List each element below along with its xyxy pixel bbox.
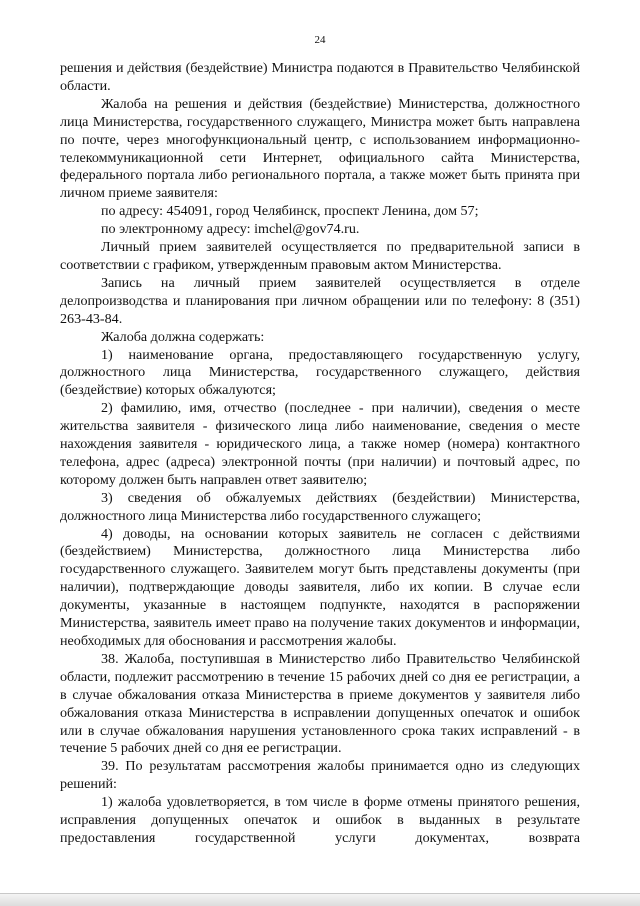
- paragraph-complaint-channels: Жалоба на решения и действия (бездействие) Министерства, должностного лица Министерства, государственного служащего, Министра может быть направлена по почте, через многофункциональный центр, с использованием информационно-телекоммуникационной сети Интернет, официального сайта Министерства, федерального портала либо регионального портала, а также может быть принята при личном приеме заявителя:: [60, 95, 580, 202]
- paragraph-section-39: 39. По результатам рассмотрения жалобы принимается одно из следующих решений:: [60, 758, 580, 793]
- paragraph-personal-reception: Личный прием заявителей осуществляется по предварительной записи в соответствии с графиком, утвержденным правовым актом Министерства.: [60, 239, 580, 273]
- page-number: 24: [314, 34, 326, 46]
- list-item-decision-1: 1) жалоба удовлетворяется, в том числе в форме отмены принятого решения, исправления допущенных опечаток и ошибок в выданных в результате предоставления государственной услуги документах, возврата: [60, 794, 580, 846]
- list-item-4: 4) доводы, на основании которых заявитель не согласен с действиями (бездействием) Министерства, должностного лица Министерства либо государственного служащего. Заявителем могут быть представлены документы (при наличии), подтверждающие доводы заявителя, либо их копии. В случае если документы, указанные в настоящем подпункте, находятся в распоряжении Министерства, заявитель имеет право на получение таких документов и информации, необходимых для обоснования и рассмотрения жалобы.: [60, 525, 580, 649]
- paragraph-email-address: по электронному адресу: imchel@gov74.ru.: [101, 221, 360, 238]
- list-item-1: 1) наименование органа, предоставляющего государственную услугу, должностного лица Министерства, государственного служащего, действия (бездействие) которых обжалуются;: [60, 346, 580, 399]
- list-item-3: 3) сведения об обжалуемых действиях (бездействии) Министерства, должностного лица Министерства либо государственного служащего;: [60, 489, 580, 524]
- list-item-2: 2) фамилию, имя, отчество (последнее - при наличии), сведения о месте жительства заявителя - физического лица либо наименование, сведения о месте нахождения заявителя - юридического лица, а также номер (номера) контактного телефона, адрес (адреса) электронной почты (при наличии) и почтовый адрес, по которому должен быть направлен ответ заявителю;: [60, 400, 580, 488]
- paragraph-postal-address: по адресу: 454091, город Челябинск, проспект Ленина, дом 57;: [101, 203, 479, 220]
- paragraph-appointment: Запись на личный прием заявителей осуществляется в отделе делопроизводства и планирования при личном обращении или по телефону: 8 (351) 263-43-84.: [60, 274, 580, 327]
- scan-bottom-edge: [0, 893, 640, 906]
- document-body: [60, 60, 580, 848]
- paragraph-complaint-contents: Жалоба должна содержать:: [101, 328, 265, 345]
- paragraph-continuation: решения и действия (бездействие) Министра подаются в Правительство Челябинской области.: [60, 60, 580, 94]
- paragraph-section-38: 38. Жалоба, поступившая в Министерство либо Правительство Челябинской области, подлежит рассмотрению в течение 15 рабочих дней со дня ее регистрации, а в случае обжалования отказа Министерства в приеме документов у заявителя либо обжалования отказа Министерства в исправлении допущенных опечаток и ошибок или в случае обжалования нарушения установленного срока таких исправлений - в течение 5 рабочих дней со дня ее регистрации.: [60, 650, 580, 757]
